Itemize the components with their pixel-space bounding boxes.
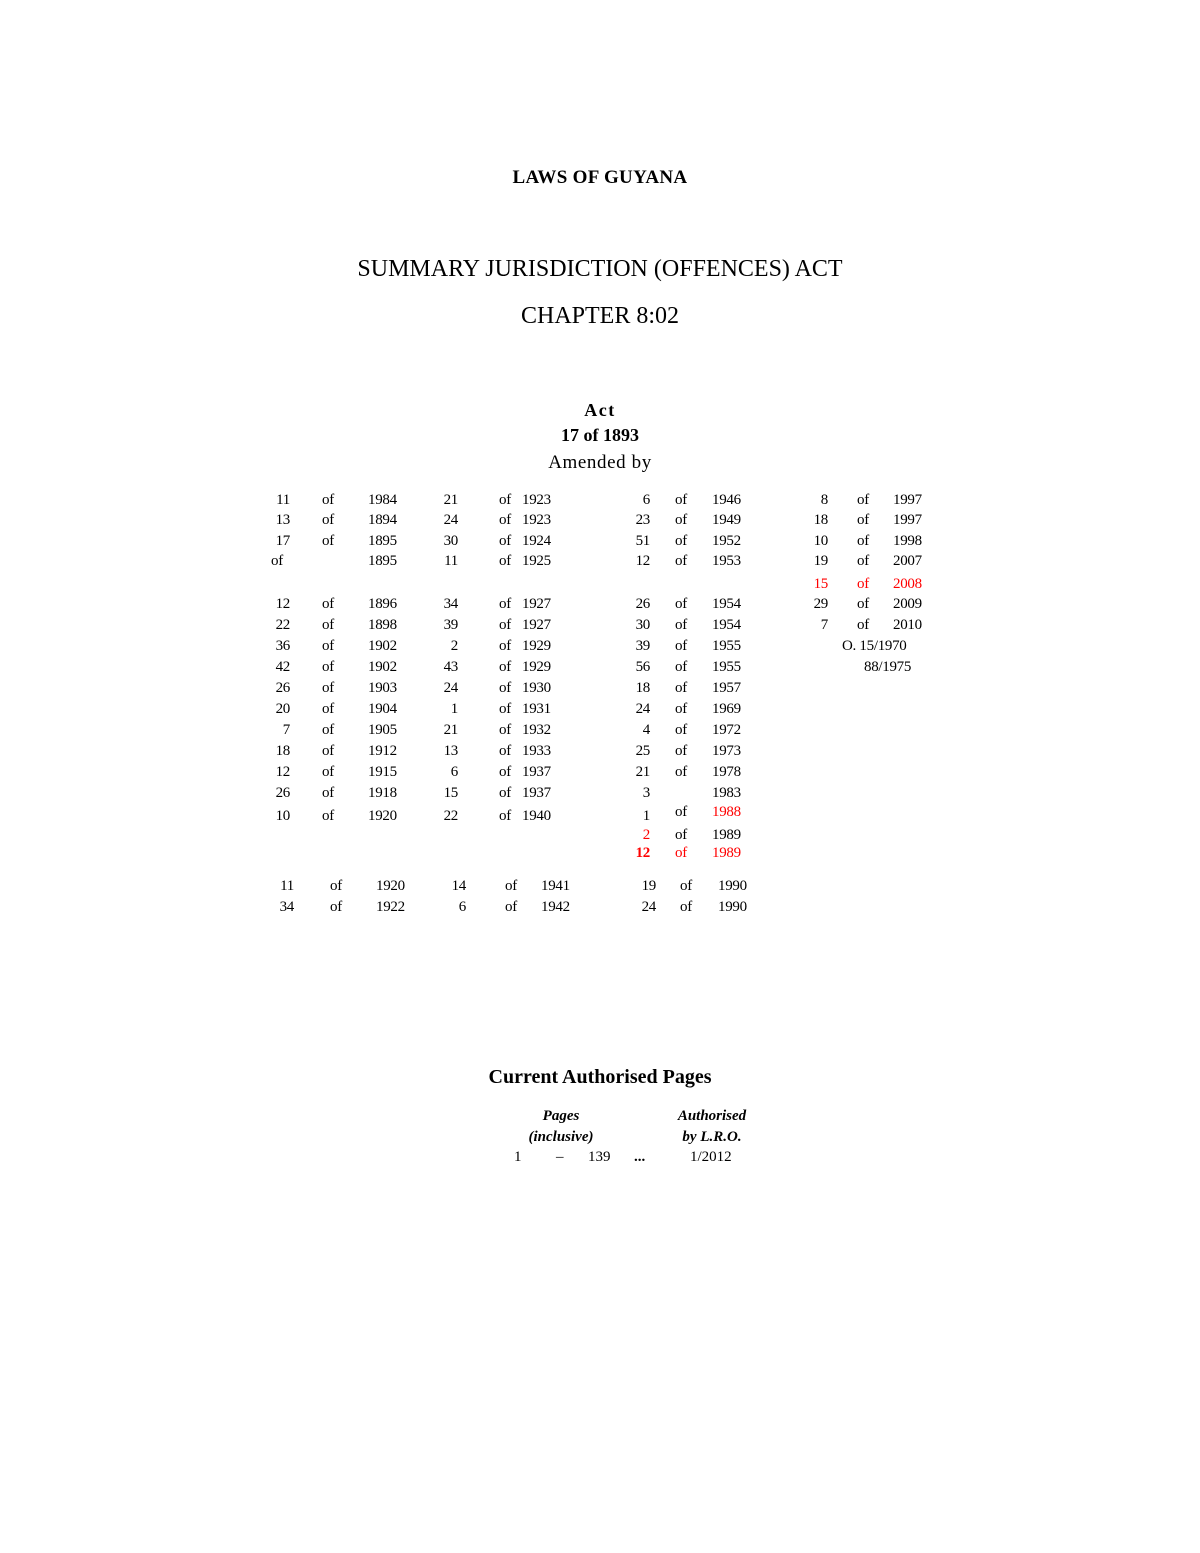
amendment-year: 1940 — [522, 808, 551, 824]
amendment-year: 1990 — [718, 899, 747, 915]
amendment-of: of — [499, 701, 511, 717]
amendment-number: 18 — [275, 743, 290, 759]
amendment-of: of — [505, 878, 517, 894]
amendment-of: of — [330, 899, 342, 915]
amendment-number: 17 — [275, 533, 290, 549]
amendment-year: 1922 — [376, 899, 405, 915]
pages-dash: – — [556, 1149, 564, 1165]
amendment-number: of — [271, 553, 283, 569]
amendment-number: 2 — [642, 827, 650, 843]
amendment-of: of — [499, 808, 511, 824]
amendment-number: 39 — [443, 617, 458, 633]
amendment-number: 10 — [813, 533, 828, 549]
amendment-of: of — [675, 764, 687, 780]
amendment-number: 13 — [275, 512, 290, 528]
amendment-of: of — [322, 659, 334, 675]
authorised-column-header: Authorised — [677, 1108, 747, 1124]
amendment-year: 1931 — [522, 701, 551, 717]
amendment-year: 2007 — [893, 553, 922, 569]
amendment-number: 13 — [443, 743, 458, 759]
amendment-of: of — [499, 785, 511, 801]
amendment-number: 18 — [635, 680, 650, 696]
amendment-of: of — [675, 512, 687, 528]
amendment-year: 1927 — [522, 617, 551, 633]
amendment-year: 1954 — [712, 617, 741, 633]
chapter-number: CHAPTER 8:02 — [520, 303, 679, 329]
amendment-year: 1946 — [712, 492, 741, 508]
amendment-year: 1953 — [712, 553, 741, 569]
amendment-number: 56 — [635, 659, 650, 675]
amendment-year: 1927 — [522, 596, 551, 612]
amendment-year: 1918 — [368, 785, 397, 801]
act-label: Act — [584, 400, 616, 420]
amendment-of: of — [499, 764, 511, 780]
amendment-of: of — [322, 596, 334, 612]
amendment-of: of — [675, 827, 687, 843]
amendment-of: of — [322, 533, 334, 549]
amendment-number: 11 — [444, 553, 458, 569]
amendment-year: 1952 — [712, 533, 741, 549]
amendment-number: 8 — [820, 492, 828, 508]
amendment-of: of — [499, 492, 511, 508]
amendment-number: 6 — [450, 764, 458, 780]
amendment-number: 6 — [642, 492, 650, 508]
amendment-number: 25 — [635, 743, 650, 759]
amendment-number: 26 — [635, 596, 650, 612]
amendment-of: of — [322, 680, 334, 696]
amendment-number: 29 — [813, 596, 828, 612]
amendment-year: 1988 — [712, 804, 741, 820]
order-reference: O. 15/1970 — [842, 638, 907, 654]
amendment-number: 15 — [443, 785, 458, 801]
order-reference: 88/1975 — [864, 659, 912, 675]
amendment-number: 24 — [443, 680, 458, 696]
amendment-year: 1920 — [368, 808, 397, 824]
amendment-of: of — [499, 533, 511, 549]
amendment-of: of — [675, 533, 687, 549]
amendment-of: of — [322, 512, 334, 528]
amendment-number: 20 — [275, 701, 290, 717]
amendment-year: 1929 — [522, 659, 551, 675]
amendment-of: of — [330, 878, 342, 894]
amendment-of: of — [857, 617, 869, 633]
amendment-of: of — [499, 722, 511, 738]
amendment-number: 18 — [813, 512, 828, 528]
amendment-of: of — [857, 492, 869, 508]
amendment-number: 22 — [443, 808, 458, 824]
amendment-year: 1949 — [712, 512, 741, 528]
amendment-of: of — [499, 659, 511, 675]
amendment-of: of — [675, 804, 687, 820]
amendment-year: 1896 — [368, 596, 397, 612]
amendment-year: 1957 — [712, 680, 741, 696]
amendment-year: 1942 — [541, 899, 570, 915]
amendment-year: 1895 — [368, 553, 397, 569]
amendment-year: 1954 — [712, 596, 741, 612]
amendment-of: of — [322, 722, 334, 738]
amendment-number: 11 — [276, 492, 290, 508]
amendment-of: of — [322, 638, 334, 654]
amendment-number: 2 — [450, 638, 458, 654]
pages-column-header: Pages — [542, 1108, 580, 1124]
amendment-of: of — [680, 878, 692, 894]
amendment-of: of — [857, 576, 869, 592]
amendment-of: of — [322, 743, 334, 759]
amendment-of: of — [675, 617, 687, 633]
pages-from: 1 — [514, 1149, 522, 1165]
amendment-number: 12 — [635, 553, 650, 569]
amendment-number: 34 — [279, 899, 294, 915]
amendment-number: 36 — [275, 638, 290, 654]
amendment-of: of — [505, 899, 517, 915]
amendment-year: 1983 — [712, 785, 741, 801]
amendment-year: 1997 — [893, 492, 922, 508]
amendment-year: 1937 — [522, 764, 551, 780]
amendment-of: of — [499, 638, 511, 654]
amendment-year: 1923 — [522, 512, 551, 528]
amendment-of: of — [322, 701, 334, 717]
amendment-of: of — [857, 512, 869, 528]
amendment-year: 1998 — [893, 533, 922, 549]
amendment-year: 1984 — [368, 492, 397, 508]
amendment-number: 21 — [443, 492, 458, 508]
amendment-of: of — [322, 764, 334, 780]
pages-to: 139 — [588, 1149, 611, 1165]
amendment-of: of — [675, 722, 687, 738]
act-number: 17 of 1893 — [561, 425, 639, 445]
amendment-number: 34 — [443, 596, 458, 612]
amendment-of: of — [499, 553, 511, 569]
amendment-year: 1978 — [712, 764, 741, 780]
amendment-year: 1930 — [522, 680, 551, 696]
amendment-of: of — [499, 680, 511, 696]
amendment-year: 1912 — [368, 743, 397, 759]
amendment-of: of — [675, 680, 687, 696]
amendment-number: 10 — [275, 808, 290, 824]
amendment-of: of — [675, 492, 687, 508]
amendment-number: 1 — [450, 701, 458, 717]
amendment-year: 1894 — [368, 512, 397, 528]
amendment-number: 24 — [641, 899, 656, 915]
amendment-year: 1997 — [893, 512, 922, 528]
amendment-number: 39 — [635, 638, 650, 654]
amendment-number: 19 — [641, 878, 656, 894]
amendment-year: 1969 — [712, 701, 741, 717]
amendment-year: 1941 — [541, 878, 570, 894]
amendment-of: of — [499, 596, 511, 612]
amendment-of: of — [499, 617, 511, 633]
act-title: SUMMARY JURISDICTION (OFFENCES) ACT — [357, 256, 843, 282]
amendment-year: 1990 — [718, 878, 747, 894]
amendment-year: 1923 — [522, 492, 551, 508]
amendment-year: 1972 — [712, 722, 741, 738]
amendment-year: 1932 — [522, 722, 551, 738]
laws-title: LAWS OF GUYANA — [512, 167, 688, 188]
amendment-year: 2010 — [893, 617, 922, 633]
amendment-of: of — [322, 785, 334, 801]
amendment-number: 14 — [451, 878, 466, 894]
amendment-number: 12 — [635, 845, 650, 861]
amendment-number: 11 — [280, 878, 294, 894]
amendment-number: 19 — [813, 553, 828, 569]
amendment-number: 30 — [443, 533, 458, 549]
amendment-year: 1904 — [368, 701, 397, 717]
authorised-pages-heading: Current Authorised Pages — [488, 1066, 712, 1088]
amendment-year: 1905 — [368, 722, 397, 738]
amendment-of: of — [499, 512, 511, 528]
amendment-of: of — [857, 596, 869, 612]
amendment-year: 1924 — [522, 533, 551, 549]
amendment-of: of — [675, 659, 687, 675]
authorised-date: 1/2012 — [690, 1149, 732, 1165]
amendment-number: 43 — [443, 659, 458, 675]
pages-leader-dots: ... — [634, 1149, 646, 1165]
amendment-number: 23 — [635, 512, 650, 528]
amendment-of: of — [675, 596, 687, 612]
amendment-of: of — [499, 743, 511, 759]
amendment-of: of — [322, 492, 334, 508]
amendment-of: of — [322, 617, 334, 633]
amendment-number: 12 — [275, 596, 290, 612]
amendment-year: 1925 — [522, 553, 551, 569]
amendment-of: of — [857, 533, 869, 549]
amendment-year: 1989 — [712, 845, 741, 861]
amendment-number: 21 — [443, 722, 458, 738]
amendment-number: 24 — [635, 701, 650, 717]
amendment-number: 7 — [820, 617, 828, 633]
amendment-year: 2009 — [893, 596, 922, 612]
amendment-year: 1915 — [368, 764, 397, 780]
amendment-year: 1902 — [368, 638, 397, 654]
amendment-of: of — [322, 808, 334, 824]
amendment-number: 12 — [275, 764, 290, 780]
amendment-year: 1933 — [522, 743, 551, 759]
amendment-number: 26 — [275, 680, 290, 696]
authorised-column-subheader: by L.R.O. — [682, 1129, 742, 1145]
amendment-number: 4 — [642, 722, 650, 738]
amendment-year: 1989 — [712, 827, 741, 843]
amendment-year: 1973 — [712, 743, 741, 759]
amendment-number: 3 — [642, 785, 650, 801]
amendment-number: 51 — [635, 533, 650, 549]
amendment-of: of — [675, 638, 687, 654]
amendment-year: 1955 — [712, 638, 741, 654]
pages-column-subheader: (inclusive) — [528, 1129, 594, 1145]
amendment-number: 42 — [275, 659, 290, 675]
amendment-year: 1895 — [368, 533, 397, 549]
amendment-of: of — [675, 701, 687, 717]
amendment-year: 1955 — [712, 659, 741, 675]
amendment-year: 1898 — [368, 617, 397, 633]
amendment-number: 7 — [282, 722, 290, 738]
amendment-number: 24 — [443, 512, 458, 528]
amendment-number: 15 — [813, 576, 828, 592]
amendment-of: of — [680, 899, 692, 915]
amendment-number: 30 — [635, 617, 650, 633]
amendment-number: 1 — [642, 808, 650, 824]
amendment-of: of — [675, 553, 687, 569]
amendment-of: of — [675, 845, 687, 861]
amendment-year: 1920 — [376, 878, 405, 894]
amended-by-label: Amended by — [548, 452, 652, 473]
amendment-number: 21 — [635, 764, 650, 780]
amendment-year: 1903 — [368, 680, 397, 696]
amendment-year: 2008 — [893, 576, 922, 592]
amendment-number: 26 — [275, 785, 290, 801]
amendment-of: of — [857, 553, 869, 569]
amendment-number: 6 — [458, 899, 466, 915]
amendment-number: 22 — [275, 617, 290, 633]
amendment-year: 1902 — [368, 659, 397, 675]
amendment-of: of — [675, 743, 687, 759]
amendment-year: 1929 — [522, 638, 551, 654]
amendment-year: 1937 — [522, 785, 551, 801]
